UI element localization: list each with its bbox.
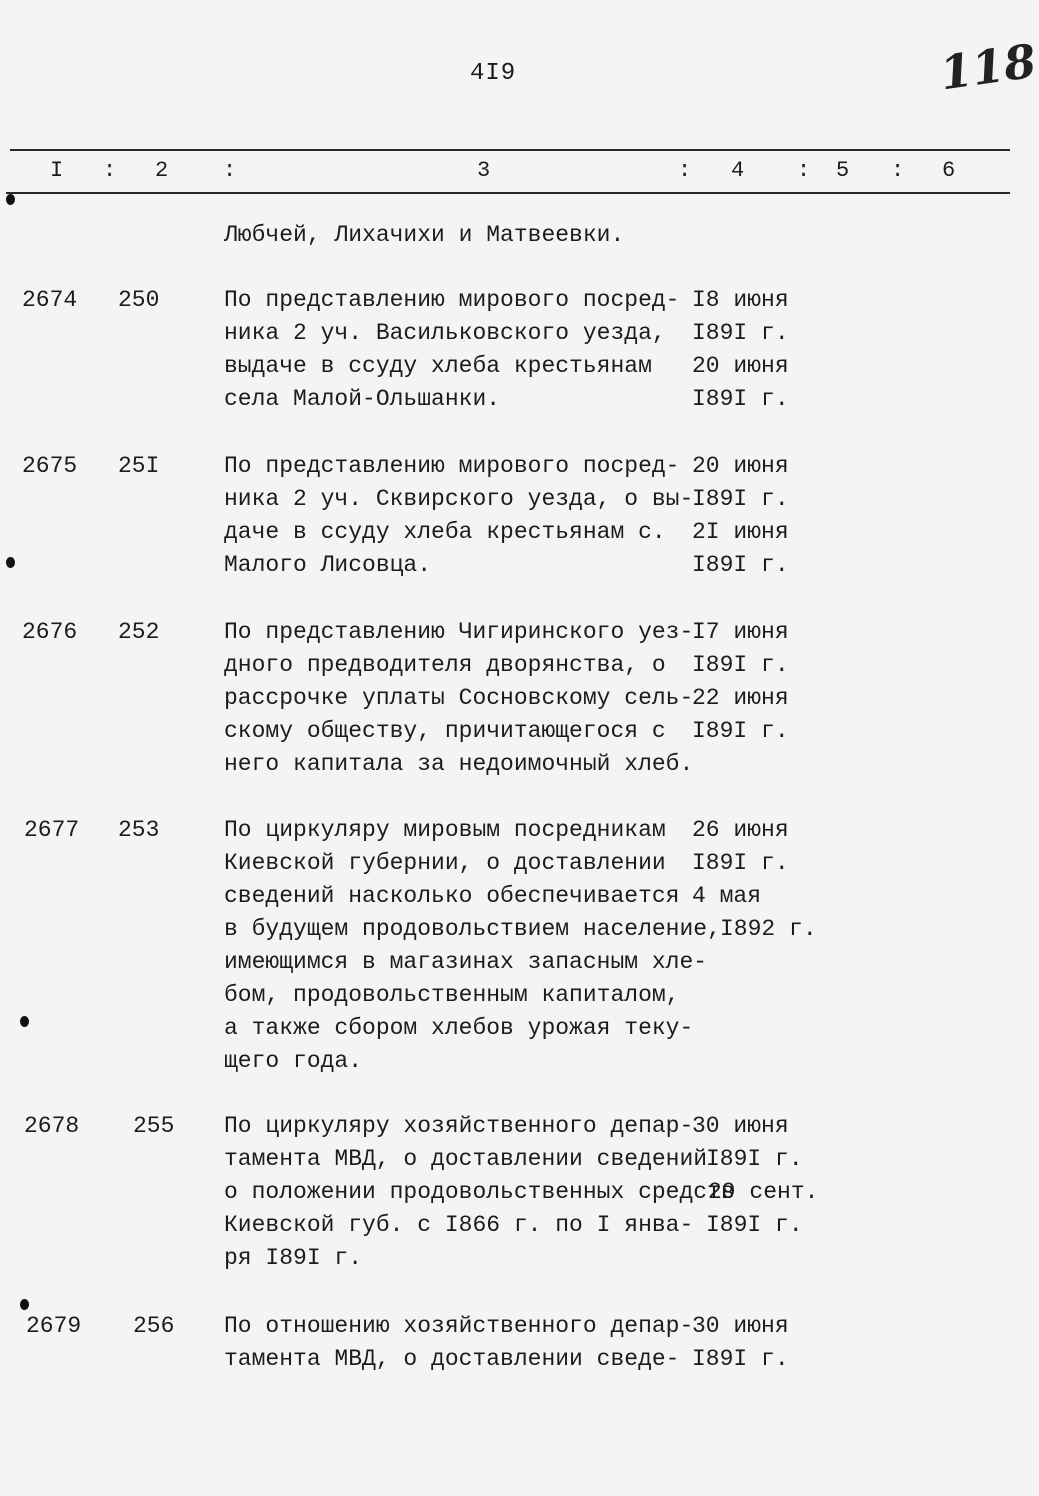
entry-text-line: имеющимся в магазинах запасным хле- [224, 949, 708, 975]
entry-text-line: тамента МВД, о доставлении сведе- [224, 1346, 680, 1372]
punch-hole [20, 1299, 29, 1310]
entry-date-start: 30 июня [692, 1113, 789, 1139]
entry-date-end: 2I июня [692, 519, 789, 545]
continuation-text: Любчей, Лихачихи и Матвеевки. [224, 222, 625, 248]
entry-code: 255 [133, 1113, 175, 1139]
header-col-2: 2 [155, 158, 169, 183]
entry-text-line: По циркуляру хозяйственного депар- [224, 1113, 694, 1139]
entry-code: 253 [118, 817, 160, 843]
entry-date-end: 4 мая [692, 883, 762, 909]
header-sep: : [223, 158, 237, 183]
header-col-4: 4 [731, 158, 745, 183]
header-sep: : [891, 158, 905, 183]
entry-date-start-year: I89I г. [692, 320, 789, 346]
entry-text-line: даче в ссуду хлеба крестьянам с. [224, 519, 666, 545]
header-col-3: 3 [477, 158, 491, 183]
entry-text-line: щего года. [224, 1048, 363, 1074]
entry-text-line: Киевской губернии, о доставлении [224, 850, 666, 876]
entry-number: 2678 [24, 1113, 80, 1139]
header-top-rule [10, 149, 1010, 151]
entry-text-line: По представлению мирового посред- [224, 287, 680, 313]
punch-hole [20, 1016, 29, 1027]
header-col-5: 5 [836, 158, 850, 183]
entry-number: 2676 [22, 619, 78, 645]
entry-code: 252 [118, 619, 160, 645]
entry-text-line: дного предводителя дворянства, о [224, 652, 666, 678]
entry-text-line: Киевской губ. с I866 г. по I янва- [224, 1212, 694, 1238]
entry-text-line: По представлению Чигиринского уез- [224, 619, 694, 645]
entry-date-end-year: I892 г. [720, 916, 817, 942]
entry-number: 2679 [26, 1313, 82, 1339]
entry-code: 256 [133, 1313, 175, 1339]
entry-text-line: него капитала за недоимочный хлеб. [224, 751, 694, 777]
entry-date-start-year: I89I г. [692, 486, 789, 512]
entry-text-line: села Малой-Ольшанки. [224, 386, 501, 412]
entry-date-start-year: I89I г. [692, 1346, 789, 1372]
entry-text-line: По представлению мирового посред- [224, 453, 680, 479]
entry-code: 250 [118, 287, 160, 313]
header-bottom-rule [6, 192, 1010, 194]
entry-date-end-year: I89I г. [692, 718, 789, 744]
entry-date-end-year: I89I г. [692, 552, 789, 578]
entry-date-end: 22 июня [692, 685, 789, 711]
entry-text-line: скому обществу, причитающегося с [224, 718, 666, 744]
entry-text-line: ря I89I г. [224, 1245, 363, 1271]
entry-date-start: 30 июня [692, 1313, 789, 1339]
page-number: 4I9 [470, 60, 517, 87]
archive-sheet-number: 118 [936, 33, 1039, 101]
entry-text-line: рассрочке уплаты Сосновскому сель- [224, 685, 694, 711]
entry-date-start-year: I89I г. [692, 652, 789, 678]
entry-date-end: 29 сент. [708, 1179, 819, 1205]
entry-text-line: о положении продовольственных средств [224, 1179, 735, 1205]
entry-text-line: тамента МВД, о доставлении сведений [224, 1146, 708, 1172]
entry-text-line: По циркуляру мировым посредникам [224, 817, 666, 843]
entry-number: 2674 [22, 287, 78, 313]
header-col-1: I [50, 158, 64, 183]
header-sep: : [678, 158, 692, 183]
entry-text-line: сведений насколько обеспечивается [224, 883, 680, 909]
entry-text-line: а также сбором хлебов урожая теку- [224, 1015, 694, 1041]
entry-text-line: в будущем продовольствием население, [224, 916, 721, 942]
entry-text-line: ника 2 уч. Васильковского уезда, [224, 320, 666, 346]
entry-code: 25I [118, 453, 160, 479]
entry-date-start-year: I89I г. [706, 1146, 803, 1172]
entry-date-start-year: I89I г. [692, 850, 789, 876]
entry-text-line: Малого Лисовца. [224, 552, 432, 578]
entry-date-start: 20 июня [692, 453, 789, 479]
entry-text-line: ника 2 уч. Сквирского уезда, о вы- [224, 486, 694, 512]
entry-date-end-year: I89I г. [692, 386, 789, 412]
entry-date-end-year: I89I г. [706, 1212, 803, 1238]
header-col-6: 6 [942, 158, 956, 183]
punch-hole [6, 557, 15, 568]
entry-date-start: 26 июня [692, 817, 789, 843]
entry-date-start: I7 июня [692, 619, 789, 645]
header-sep: : [103, 158, 117, 183]
entry-text-line: По отношению хозяйственного депар- [224, 1313, 694, 1339]
punch-hole [6, 194, 15, 205]
entry-number: 2677 [24, 817, 80, 843]
entry-date-end: 20 июня [692, 353, 789, 379]
entry-date-start: I8 июня [692, 287, 789, 313]
header-sep: : [797, 158, 811, 183]
entry-text-line: выдаче в ссуду хлеба крестьянам [224, 353, 652, 379]
entry-number: 2675 [22, 453, 78, 479]
entry-text-line: бом, продовольственным капиталом, [224, 982, 680, 1008]
